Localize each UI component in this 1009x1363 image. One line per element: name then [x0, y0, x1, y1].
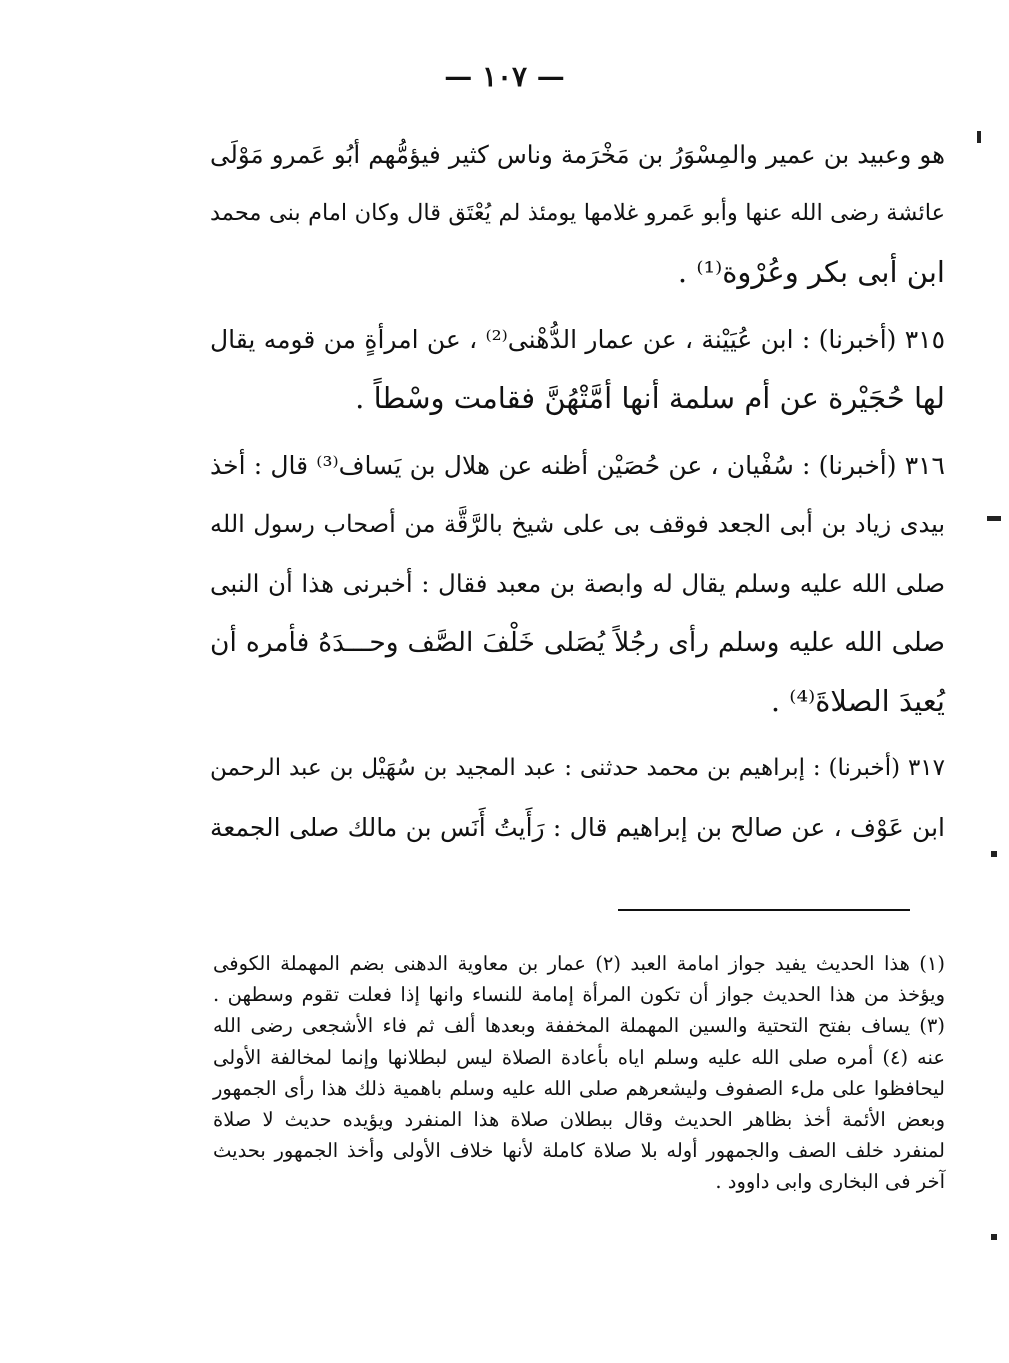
text-line: يُعيدَ الصلاةَ⁽⁴⁾ .: [770, 684, 945, 718]
footnote-line: (٣) يساف بفتح التحتية والسين المهملة المخففة وبعدها ألف ثم فاء الأشجعى رضى الله: [213, 1014, 945, 1038]
text-line: صلى الله عليه وسلم رأى رجُلاً يُصَلى خَلْفَ الصَّف وحـــدَهُ فأمره أن: [210, 627, 945, 658]
text-line: ابن أبى بكر وعُرْوة⁽¹⁾ .: [677, 255, 945, 289]
footnote-separator: [618, 909, 910, 911]
text-line: هو وعبيد بن عمير والمِسْوَرُ بن مَخْرَمة وناس كثير فيؤمُّهم أبُو عَمرو مَوْلَى: [210, 140, 945, 169]
footnote-line: ويؤخذ من هذا الحديث جواز أن تكون المرأة إمامة للنساء وانها إذا فعلت تقوم وسطهن .: [213, 983, 945, 1007]
margin-mark: [991, 851, 997, 857]
text-line: ابن عَوْف ، عن صالح بن إبراهيم قال : رَأَيتُ أَنَس بن مالك صلى الجمعة: [210, 813, 945, 842]
footnotes: [213, 948, 945, 1198]
text-line: صلى الله عليه وسلم يقال له وابصة بن معبد فقال : أخبرنى هذا أن النبى: [210, 569, 945, 598]
footnote-line: ليحافظوا على ملء الصفوف وليشعرهم صلى الله عليه وسلم باهمية ذلك هذا رأى الجمهور: [213, 1076, 945, 1100]
margin-mark: [991, 1234, 997, 1240]
hadith-317-line: ٣١٧ (أخبرنا) : إبراهيم بن محمد حدثنى : عبد المجيد بن سُهَيْل بن عبد الرحمن: [210, 755, 945, 781]
footnote-line: (١) هذا الحديث يفيد جواز امامة العبد (٢) عمار بن معاوية الدهنى بضم المهملة الكوفى: [213, 952, 945, 975]
text-line: بيدى زياد بن أبى الجعد فوقف بى على شيخ بالرَّقَّة من أصحاب رسول الله: [210, 510, 946, 538]
footnote-line: عنه (٤) أمره صلى الله عليه وسلم اياه بأعادة الصلاة ليس لبطلانها وإنما لمخالفة الأولى: [213, 1045, 945, 1069]
footnote-line: لمنفرد خلف الصف والجمهور أوله بلا صلاة كاملة لأنها خلاف الأولى وأخذ الجمهور بحديث: [213, 1139, 945, 1163]
text-line: عائشة رضى الله عنها وأبو عَمرو غلامها يومئذ لم يُعْتَق قال وكان امام بنى محمد: [210, 200, 945, 226]
text-line: لها حُجَيْرة عن أم سلمة أنها أمَّتْهُنَّ فقامت وسْطاً .: [355, 381, 945, 415]
footnote-line: آخر فى البخارى وابى داوود .: [715, 1170, 945, 1194]
margin-mark: [977, 131, 981, 143]
page-number: — ١٠٧ —: [444, 60, 565, 93]
hadith-315-line: ٣١٥ (أخبرنا) : ابن عُيَيْنة ، عن عمار الدُّهْنى⁽²⁾ ، عن امرأةٍ من قومه يقال: [210, 325, 946, 354]
hadith-316-line: ٣١٦ (أخبرنا) : سُفْيان ، عن حُصَيْن أظنه عن هلال بن يَساف⁽³⁾ قال : أخذ: [210, 451, 945, 480]
body-text: [210, 125, 945, 857]
footnote-line: وبعض الأئمة أخذ بظاهر الحديث وقال ببطلان صلاة هذا المنفرد ويؤيده حديث لا صلاة: [213, 1107, 945, 1131]
margin-mark: [987, 516, 1001, 521]
